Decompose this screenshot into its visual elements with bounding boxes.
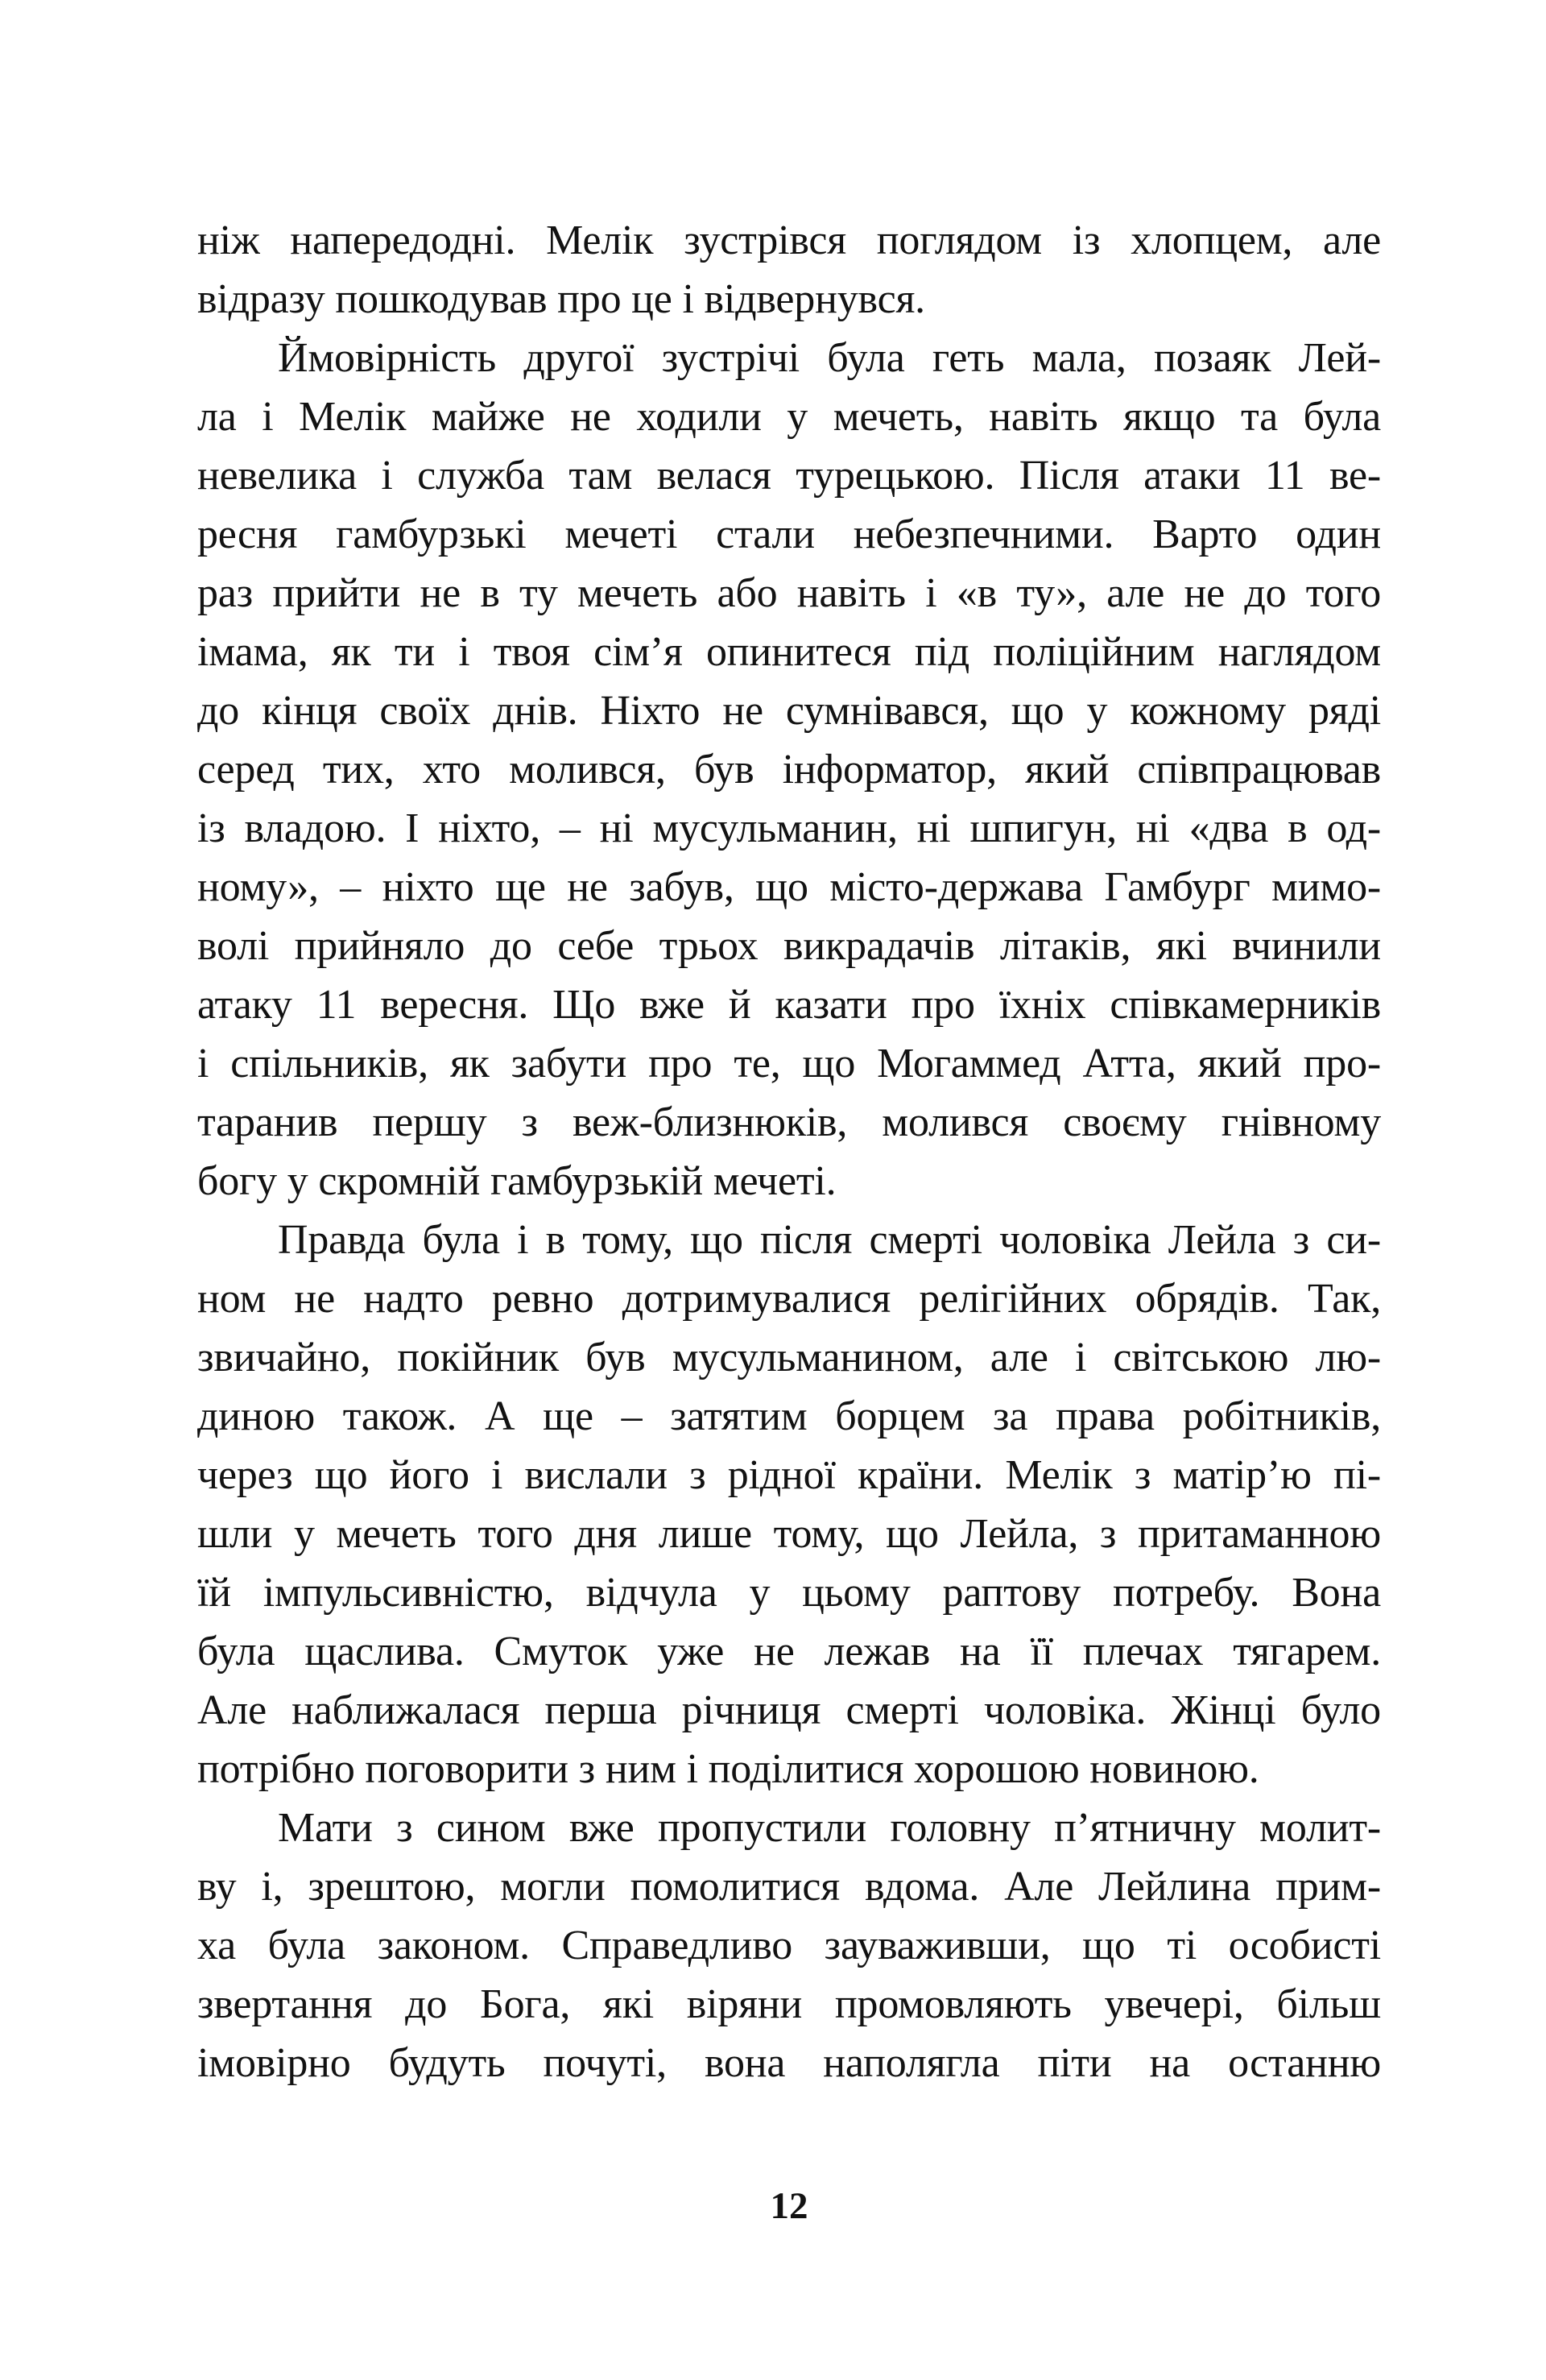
- paragraph: [197, 329, 1381, 1211]
- text-line: диною також. А ще – затятим борцем за права робітників,: [197, 1393, 1381, 1439]
- text-line: серед тих, хто молився, був інформатор, який співпрацював: [197, 747, 1381, 793]
- text-line: невелика і служба там велася турецькою. Після атаки 11 ве-: [197, 453, 1381, 499]
- text-line: богу у скромній гамбурзькій мечеті.: [197, 1158, 837, 1204]
- text-line: ха була законом. Справедливо зауваживши, що ті особисті: [197, 1923, 1381, 1968]
- text-line: відразу пошкодував про це і відвернувся.: [197, 276, 925, 322]
- text-line: Ймовірність другої зустрічі була геть мала, позаяк Лей-: [278, 335, 1381, 381]
- text-line: до кінця своїх днів. Ніхто не сумнівався, що у кожному ряді: [197, 688, 1381, 734]
- text-line: через що його і вислали з рідної країни. Мелік з матір’ю пі-: [197, 1452, 1381, 1498]
- page-number: 12: [770, 2185, 808, 2227]
- text-line: таранив першу з веж-близнюків, молився своєму гнівному: [197, 1099, 1381, 1145]
- text-line: із владою. І ніхто, – ні мусульманин, ні шпигун, ні «два в од-: [197, 805, 1381, 851]
- text-line: імама, як ти і твоя сім’я опинитеся під поліційним наглядом: [197, 629, 1381, 675]
- text-line: ву і, зрештою, могли помолитися вдома. Але Лейлина прим-: [197, 1864, 1381, 1910]
- text-line: волі прийняло до себе трьох викрадачів літаків, які вчинили: [197, 923, 1381, 969]
- text-line: була щаслива. Смуток уже не лежав на її плечах тягарем.: [197, 1629, 1381, 1674]
- text-line: звичайно, покійник був мусульманином, але і світською лю-: [197, 1335, 1381, 1380]
- paragraph: [197, 211, 1381, 329]
- text-line: Але наближалася перша річниця смерті чоловіка. Жінці було: [197, 1687, 1381, 1733]
- text-line: ла і Мелік майже не ходили у мечеть, навіть якщо та була: [197, 394, 1381, 440]
- text-line: шли у мечеть того дня лише тому, що Лейла, з притаманною: [197, 1511, 1381, 1557]
- text-line: Правда була і в тому, що після смерті чоловіка Лейла з си-: [278, 1217, 1381, 1263]
- text-line: раз прийти не в ту мечеть або навіть і «в ту», але не до того: [197, 570, 1381, 616]
- text-line: ному», – ніхто ще не забув, що місто-держава Гамбург мимо-: [197, 864, 1381, 910]
- text-line: ніж напередодні. Мелік зустрівся поглядом із хлопцем, але: [197, 217, 1381, 263]
- text-line: Мати з сином вже пропустили головну п’ятничну молит-: [278, 1805, 1381, 1851]
- text-block: [197, 211, 1381, 2092]
- text-line: звертання до Бога, які віряни промовляють увечері, більш: [197, 1981, 1381, 2027]
- text-line: їй імпульсивністю, відчула у цьому раптову потребу. Вона: [197, 1570, 1381, 1616]
- paragraph: [197, 1211, 1381, 1798]
- text-line: атаку 11 вересня. Що вже й казати про їхніх співкамерників: [197, 982, 1381, 1028]
- text-line: потрібно поговорити з ним і поділитися хорошою новиною.: [197, 1746, 1259, 1792]
- text-line: ресня гамбурзькі мечеті стали небезпечними. Варто один: [197, 511, 1381, 557]
- text-line: і спільників, як забути про те, що Могаммед Атта, який про-: [197, 1041, 1381, 1087]
- text-line: імовірно будуть почуті, вона наполягла піти на останню: [197, 2040, 1381, 2086]
- paragraph: [197, 1798, 1381, 2092]
- text-line: ном не надто ревно дотримувалися релігійних обрядів. Так,: [197, 1276, 1381, 1322]
